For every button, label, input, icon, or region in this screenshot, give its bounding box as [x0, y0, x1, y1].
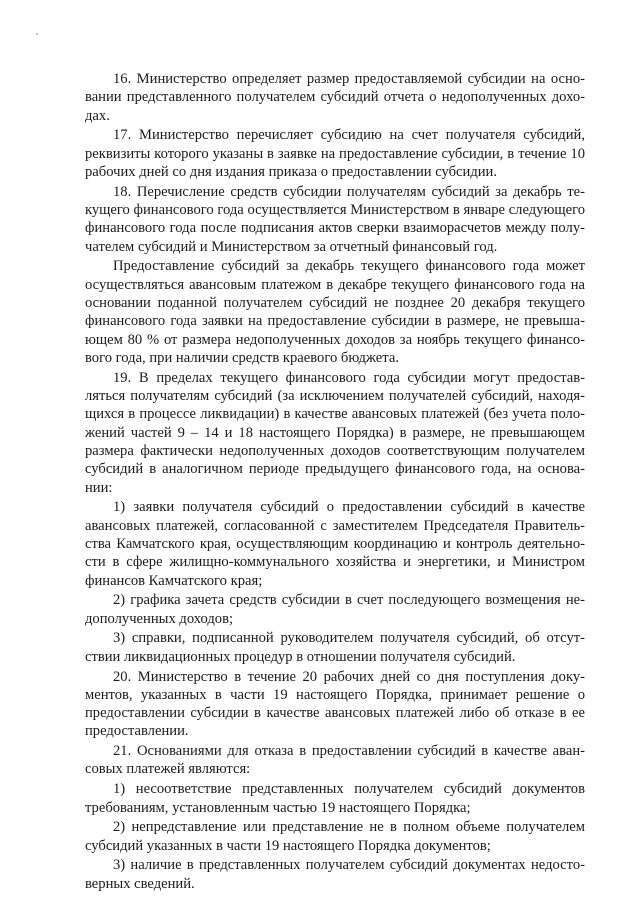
paragraph-20: 20. Министерство в течение 20 рабочих дней со дня поступления документов, указанных в части 19 настоящего Порядка, принимает решение о предоставлении субсидии в качестве авансовых платежей либо об отказе в ее предоставлении. — [85, 668, 585, 740]
paragraph-21-item-1: 1) несоответствие представленных получателем субсидий документов требованиям, установленным частью 19 настоящего Порядка; — [85, 781, 585, 816]
paragraph-21: 21. Основаниями для отказа в предоставлении субсидий в качестве авансовых платежей являются: — [85, 743, 585, 778]
paragraph-17: 17. Министерство перечисляет субсидию на счет получателя субсидий, реквизиты которого указаны в заявке на предоставление субсидии, в течение 10 рабочих дней со дня издания приказа о предоставлении субсидии. — [85, 127, 585, 180]
paragraph-19-item-3: 3) справки, подписанной руководителем получателя субсидий, об отсутствии ликвидационных процедур в отношении получателя субсидий. — [85, 630, 585, 665]
paragraph-18-advance: Предоставление субсидий за декабрь текущего финансового года может осуществляться авансовым платежом в декабре текущего финансового года на основании поданной получателем субсидий не позднее 20 декабря текущего финансового года заявки на предоставление субсидии в размере, не превышающем 80 % от размера недополученных доходов за ноябрь текущего финансового года, при наличии средств краевого бюджета. — [85, 258, 585, 366]
paragraph-19-item-1: 1) заявки получателя субсидий о предоставлении субсидий в качестве авансовых платежей, согласованной с заместителем Председателя Правительства Камчатского края, осуществляющим координацию и контроль деятельности в сфере жилищно-коммунального хозяйства и энергетики, и Министром финансов Камчатского края; — [85, 499, 585, 589]
paragraph-16: 16. Министерство определяет размер предоставляемой субсидии на основании представленного получателем субсидий отчета о недополученных доходах. — [85, 71, 585, 124]
paragraph-19: 19. В пределах текущего финансового года субсидии могут предоставляться получателям субсидий (за исключением получателей субсидий, находящихся в процессе ликвидации) в качестве авансовых платежей (без учета положений частей 9 – 14 и 18 настоящего Порядка) в размере, не превышающем размера фактически недополученных доходов соответствующим получателем субсидий в аналогичном периоде предыдущего финансового года, на основании: — [85, 369, 585, 496]
paragraph-21-item-3: 3) наличие в представленных получателем субсидий документах недостоверных сведений. — [85, 857, 585, 892]
paragraph-21-item-2: 2) непредставление или представление не в полном объеме получателем субсидий указанных в части 19 настоящего Порядка документов; — [85, 819, 585, 854]
document-body — [85, 70, 585, 893]
paragraph-19-item-2: 2) графика зачета средств субсидии в счет последующего возмещения недополученных доходов; — [85, 592, 585, 627]
scan-speck — [36, 33, 38, 35]
paragraph-18: 18. Перечисление средств субсидии получателям субсидий за декабрь текущего финансового года осуществляется Министерством в январе следующего финансового года после подписания актов сверки взаиморасчетов между получателем субсидий и Министерством за отчетный финансовый год. — [85, 183, 585, 255]
